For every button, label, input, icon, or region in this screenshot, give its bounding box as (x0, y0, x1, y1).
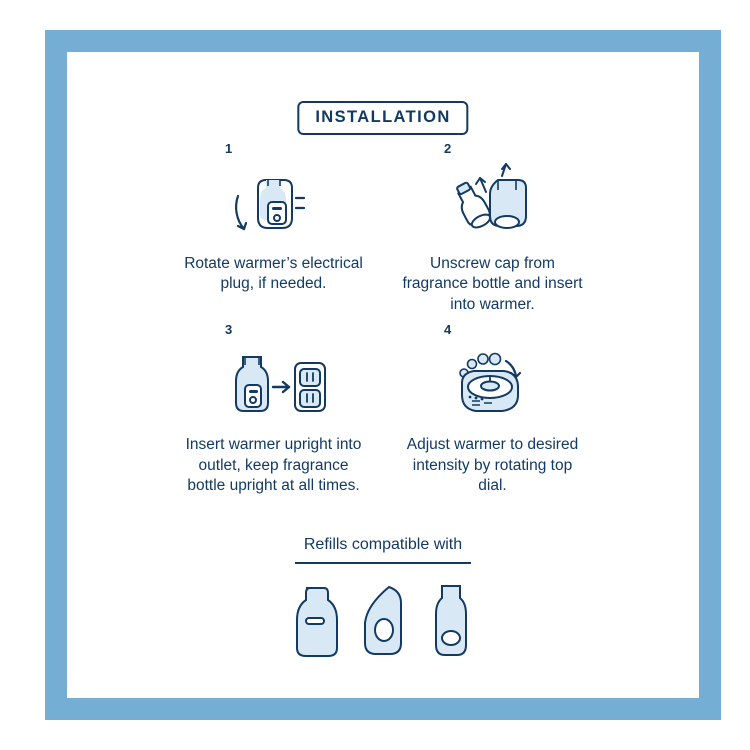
refill-bottle-tall (424, 582, 478, 660)
refill-bottle-leaf (356, 582, 410, 660)
step-3 (173, 321, 374, 496)
refills-title: Refills compatible with (303, 536, 463, 553)
refill-bottle-oval (288, 582, 342, 660)
steps-grid (173, 140, 593, 497)
rotate-top-dial-icon (392, 339, 593, 431)
step-2-number: 2 (444, 141, 452, 156)
step-3-caption: Insert warmer upright into outlet, keep fragrance bottle upright at all times. (185, 436, 362, 495)
step-4-number: 4 (444, 322, 452, 338)
step-2-caption: Unscrew cap from fragrance bottle and insert into warmer. (402, 255, 583, 313)
step-1 (173, 140, 374, 315)
refills-bottle-row (173, 578, 593, 660)
page-title: INSTALLATION (297, 101, 468, 135)
divider (295, 562, 471, 564)
step-3-number: 3 (225, 322, 233, 338)
step-1-caption: Rotate warmer’s electrical plug, if needed. (184, 255, 363, 293)
warmer-rotate-plug-icon (173, 158, 374, 250)
step-4 (392, 321, 593, 496)
blue-border-frame (45, 30, 721, 720)
white-card (67, 52, 699, 698)
step-4-caption: Adjust warmer to desired intensity by rotating top dial. (406, 436, 579, 495)
instruction-panel (67, 52, 699, 698)
insert-warmer-outlet-icon (173, 339, 374, 431)
step-2 (392, 140, 593, 315)
unscrew-cap-bottle-icon (392, 158, 593, 250)
step-1-number: 1 (225, 141, 233, 156)
refills-section (173, 536, 593, 660)
